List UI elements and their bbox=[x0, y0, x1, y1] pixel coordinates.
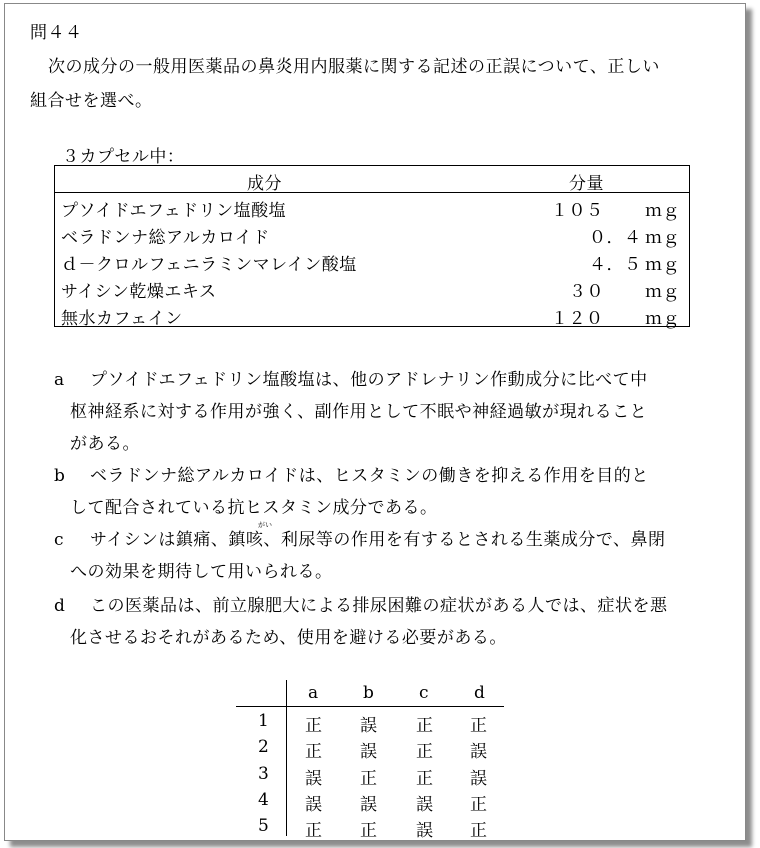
statement-label: c bbox=[54, 530, 65, 550]
ingredient-name: サイシン乾燥エキス bbox=[61, 282, 217, 302]
table-divider-vertical bbox=[286, 680, 287, 836]
statement-line: プソイドエフェドリン塩酸塩は、他のアドレナリン作動成分に比べて中 bbox=[90, 370, 648, 390]
table-row bbox=[55, 301, 689, 328]
answer-cell: 正 bbox=[305, 716, 322, 736]
ingredient-amount: ４．５ bbox=[589, 255, 642, 275]
header-amount: 分量 bbox=[569, 174, 604, 194]
statement-label: a bbox=[54, 370, 65, 390]
answer-row-number: 4 bbox=[258, 790, 269, 810]
statement-line: この医薬品は、前立腺肥大による排尿困難の症状がある人では、症状を悪 bbox=[90, 596, 668, 616]
answer-cell: 誤 bbox=[305, 769, 322, 789]
answer-cell: 正 bbox=[305, 742, 322, 762]
ingredient-name: ｄ－クロルフェニラミンマレイン酸塩 bbox=[61, 255, 357, 275]
table-divider-horizontal bbox=[236, 706, 504, 707]
answer-cell: 誤 bbox=[360, 795, 377, 815]
ingredients-table bbox=[54, 165, 690, 327]
answer-header: c bbox=[419, 683, 429, 703]
answer-cell: 正 bbox=[416, 742, 433, 762]
answer-cell: 誤 bbox=[360, 716, 377, 736]
table-row bbox=[55, 220, 689, 247]
answer-cell: 誤 bbox=[470, 769, 487, 789]
ingredients-caption: ３カプセル中： bbox=[62, 147, 185, 167]
answer-row-number: 2 bbox=[258, 737, 269, 757]
statement-c bbox=[54, 524, 714, 588]
statement-label: d bbox=[54, 596, 66, 616]
statement-line: がある。 bbox=[70, 434, 140, 454]
ingredient-unit: ｍｇ bbox=[645, 309, 680, 329]
answer-cell: 誤 bbox=[305, 795, 322, 815]
ingredients-table-header bbox=[55, 166, 689, 193]
ingredient-unit: ｍｇ bbox=[645, 255, 680, 275]
answer-cell: 正 bbox=[470, 795, 487, 815]
answer-cell: 正 bbox=[360, 821, 377, 841]
ingredient-amount: ３０ bbox=[569, 282, 604, 302]
statement-line: 枢神経系に対する作用が強く、副作用として不眠や神経過敏が現れること bbox=[70, 402, 648, 422]
answer-header: a bbox=[308, 683, 319, 703]
statement-line: ベラドンナ総アルカロイドは、ヒスタミンの働きを抑える作用を目的と bbox=[90, 466, 649, 486]
answer-row-number: 1 bbox=[258, 711, 269, 731]
question-number: 問４４ bbox=[30, 23, 83, 43]
answer-cell: 正 bbox=[470, 716, 487, 736]
answer-header: d bbox=[474, 683, 485, 703]
statement-d bbox=[54, 590, 714, 654]
answer-cell: 誤 bbox=[360, 742, 377, 762]
question-stem-line1: 次の成分の一般用医薬品の鼻炎用内服薬に関する記述の正誤について、正しい bbox=[48, 57, 660, 77]
question-stem-line2: 組合せを選べ。 bbox=[30, 91, 153, 111]
table-row bbox=[55, 274, 689, 301]
statement-line: 化させるおそれがあるため、使用を避ける必要がある。 bbox=[70, 628, 507, 648]
ruby-annotation: がい bbox=[258, 521, 272, 529]
ingredient-unit: ｍｇ bbox=[645, 228, 680, 248]
ingredient-name: 無水カフェイン bbox=[61, 309, 183, 329]
ingredient-name: ベラドンナ総アルカロイド bbox=[61, 228, 270, 248]
statement-line: して配合されている抗ヒスタミン成分である。 bbox=[70, 498, 438, 518]
ingredient-unit: ｍｇ bbox=[645, 201, 680, 221]
answer-cell: 正 bbox=[360, 769, 377, 789]
statement-line: サイシンは鎮痛、鎮咳、利尿等の作用を有するとされる生薬成分で、鼻閉 bbox=[90, 530, 666, 550]
table-row bbox=[55, 193, 689, 220]
answer-row-number: 3 bbox=[258, 764, 269, 784]
answer-cell: 正 bbox=[470, 821, 487, 841]
answer-header: b bbox=[363, 683, 374, 703]
statement-line: への効果を期待して用いられる。 bbox=[70, 562, 333, 582]
header-name: 成分 bbox=[247, 174, 282, 194]
answer-row-number: 5 bbox=[258, 816, 269, 836]
ingredient-name: プソイドエフェドリン塩酸塩 bbox=[61, 201, 287, 221]
ingredient-amount: １０５ bbox=[551, 201, 604, 221]
answer-cell: 正 bbox=[416, 716, 433, 736]
answer-cell: 誤 bbox=[416, 821, 433, 841]
answer-cell: 誤 bbox=[416, 795, 433, 815]
ingredient-amount: ０．４ bbox=[589, 228, 642, 248]
answer-cell: 誤 bbox=[470, 742, 487, 762]
statement-a bbox=[54, 364, 714, 460]
statement-b bbox=[54, 460, 714, 524]
statement-label: b bbox=[54, 466, 66, 486]
ingredient-unit: ｍｇ bbox=[645, 282, 680, 302]
answer-cell: 正 bbox=[305, 821, 322, 841]
answer-cell: 正 bbox=[416, 769, 433, 789]
answer-choices-table bbox=[236, 680, 504, 840]
ingredient-amount: １２０ bbox=[551, 309, 604, 329]
table-row bbox=[55, 247, 689, 274]
